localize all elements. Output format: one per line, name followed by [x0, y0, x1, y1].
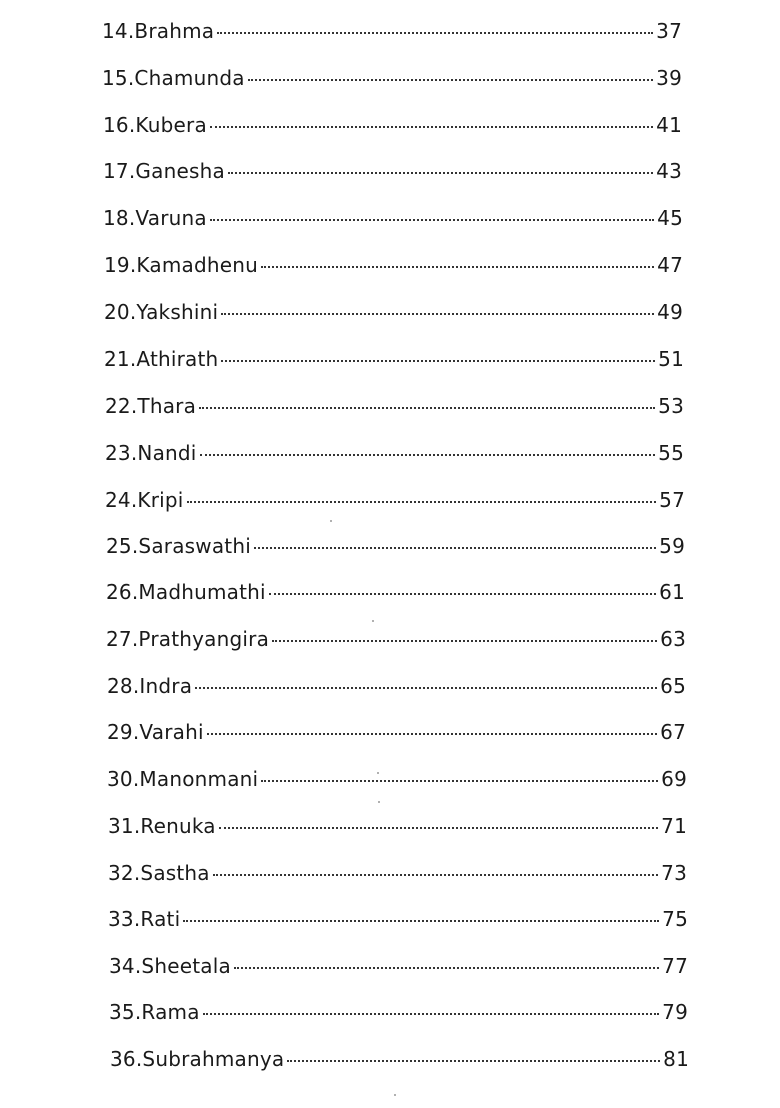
entry-page-number: 49 [657, 300, 683, 324]
entry-number: 29. [107, 720, 140, 744]
toc-entry [105, 486, 685, 514]
entry-title: Yakshini [136, 300, 219, 324]
toc-entry [108, 905, 688, 933]
toc-entry [105, 392, 684, 420]
entry-title: Varahi [139, 720, 204, 744]
entry-page-number: 41 [656, 113, 682, 137]
dot-leader [287, 1060, 660, 1062]
dot-leader [210, 126, 653, 128]
toc-entry [104, 251, 683, 279]
toc-entry [109, 952, 688, 980]
dot-leader [207, 733, 657, 735]
dot-leader [261, 780, 658, 782]
entry-number: 20. [104, 300, 137, 324]
entry-page-number: 45 [657, 206, 683, 230]
entry-number: 34. [109, 954, 142, 978]
dot-leader [200, 454, 656, 456]
dot-leader [195, 687, 657, 689]
toc-entry [104, 298, 683, 326]
entry-title: Sheetala [141, 954, 231, 978]
toc-entry [106, 532, 685, 560]
entry-page-number: 61 [659, 580, 685, 604]
entry-page-number: 79 [662, 1000, 688, 1024]
entry-page-number: 37 [656, 19, 682, 43]
dot-leader [221, 360, 655, 362]
scan-speck [372, 620, 374, 622]
entry-title: Thara [137, 394, 197, 418]
entry-number: 19. [104, 253, 137, 277]
entry-number: 31. [108, 814, 141, 838]
toc-entry [107, 765, 687, 793]
entry-page-number: 81 [663, 1047, 689, 1071]
entry-number: 24. [105, 488, 138, 512]
entry-number: 18. [103, 206, 136, 230]
entry-page-number: 65 [660, 674, 686, 698]
entry-title: Nandi [137, 441, 197, 465]
toc-entry [110, 1045, 689, 1073]
dot-leader [219, 827, 658, 829]
toc-entry [109, 998, 688, 1026]
entry-title: Renuka [140, 814, 216, 838]
dot-leader [254, 547, 656, 549]
toc-entry [107, 718, 686, 746]
entry-page-number: 43 [656, 159, 682, 183]
dot-leader [261, 266, 654, 268]
dot-leader [203, 1013, 659, 1015]
entry-number: 25. [106, 534, 139, 558]
entry-title: Subrahmanya [142, 1047, 285, 1071]
entry-page-number: 69 [661, 767, 687, 791]
entry-page-number: 67 [660, 720, 686, 744]
entry-number: 26. [106, 580, 139, 604]
dot-leader [199, 407, 655, 409]
toc-entry [106, 625, 686, 653]
scan-speck [330, 520, 332, 522]
toc-entry [102, 17, 682, 45]
scan-speck [377, 772, 379, 774]
entry-page-number: 59 [659, 534, 685, 558]
entry-number: 17. [103, 159, 136, 183]
entry-page-number: 77 [662, 954, 688, 978]
dot-leader [187, 501, 657, 503]
entry-number: 28. [107, 674, 140, 698]
toc-entry [103, 204, 683, 232]
entry-title: Indra [139, 674, 193, 698]
entry-number: 23. [105, 441, 138, 465]
entry-page-number: 47 [657, 253, 683, 277]
entry-number: 33. [108, 907, 141, 931]
toc-entry [104, 345, 684, 373]
toc-entry [107, 672, 686, 700]
entry-page-number: 73 [661, 861, 687, 885]
entry-page-number: 39 [656, 66, 682, 90]
entry-number: 36. [110, 1047, 143, 1071]
entry-title: Manonmani [139, 767, 259, 791]
entry-number: 32. [108, 861, 141, 885]
dot-leader [183, 920, 659, 922]
entry-number: 14. [102, 19, 135, 43]
dot-leader [210, 219, 654, 221]
entry-number: 27. [106, 627, 139, 651]
dot-leader [234, 967, 659, 969]
entry-page-number: 57 [659, 488, 685, 512]
toc-entry [102, 64, 682, 92]
entry-page-number: 63 [660, 627, 686, 651]
dot-leader [248, 79, 653, 81]
entry-title: Varuna [135, 206, 207, 230]
entry-title: Athirath [136, 347, 219, 371]
entry-number: 30. [107, 767, 140, 791]
toc-entry [103, 111, 682, 139]
entry-title: Rama [141, 1000, 200, 1024]
dot-leader [272, 640, 657, 642]
entry-title: Brahma [134, 19, 215, 43]
dot-leader [213, 874, 658, 876]
entry-title: Madhumathi [138, 580, 266, 604]
entry-title: Saraswathi [138, 534, 251, 558]
entry-title: Kripi [137, 488, 184, 512]
entry-title: Kamadhenu [136, 253, 259, 277]
entry-title: Sastha [140, 861, 210, 885]
entry-page-number: 51 [658, 347, 684, 371]
entry-title: Prathyangira [138, 627, 270, 651]
entry-title: Chamunda [134, 66, 245, 90]
toc-entry [105, 439, 684, 467]
toc-entry [106, 578, 685, 606]
toc-entry [103, 157, 682, 185]
entry-number: 22. [105, 394, 138, 418]
dot-leader [221, 313, 654, 315]
dot-leader [269, 593, 656, 595]
entry-page-number: 55 [658, 441, 684, 465]
entry-title: Kubera [135, 113, 207, 137]
entry-title: Rati [140, 907, 181, 931]
scan-speck [378, 801, 380, 803]
dot-leader [217, 32, 653, 34]
entry-number: 35. [109, 1000, 142, 1024]
entry-page-number: 71 [661, 814, 687, 838]
toc-entry [108, 812, 687, 840]
entry-number: 15. [102, 66, 135, 90]
entry-number: 21. [104, 347, 137, 371]
dot-leader [228, 172, 653, 174]
entry-title: Ganesha [135, 159, 225, 183]
entry-page-number: 53 [658, 394, 684, 418]
scan-speck [394, 1094, 396, 1096]
toc-entry [108, 859, 687, 887]
entry-page-number: 75 [662, 907, 688, 931]
entry-number: 16. [103, 113, 136, 137]
